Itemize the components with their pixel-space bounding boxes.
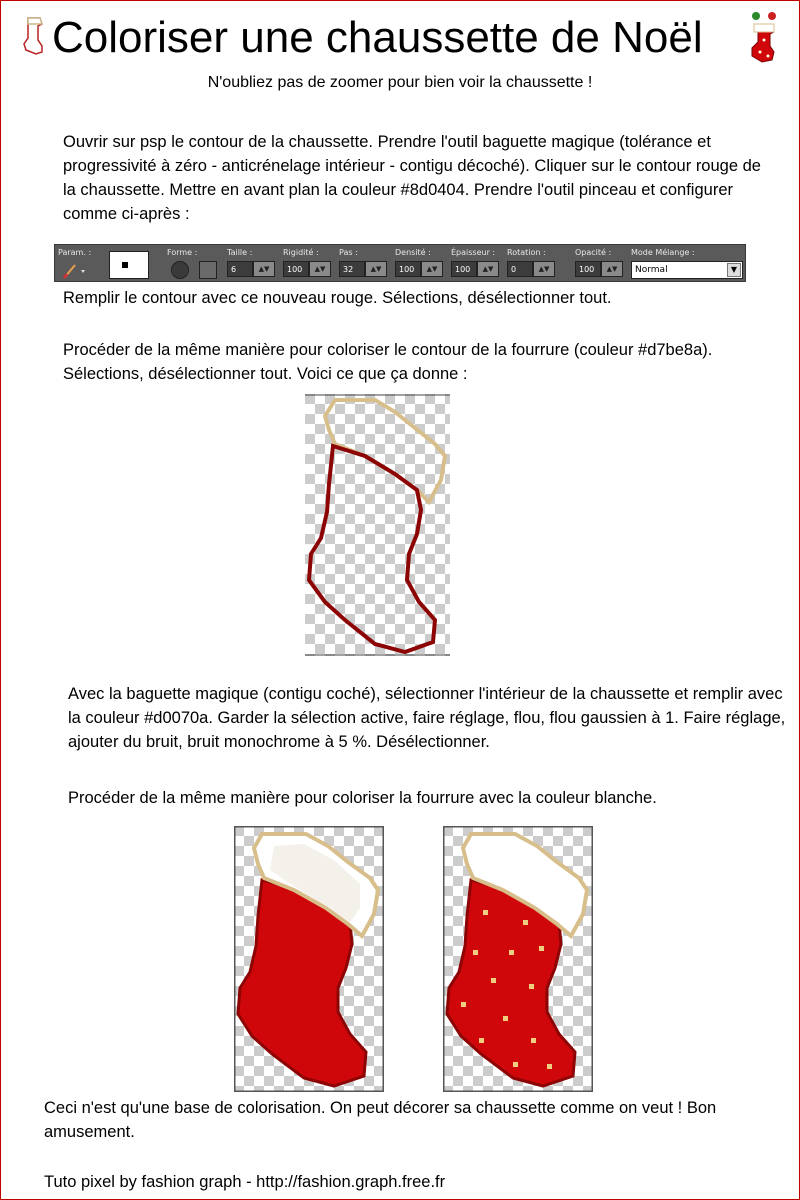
forme-label: Forme : bbox=[167, 248, 198, 257]
pas-label: Pas : bbox=[339, 248, 358, 257]
brush-toolbar bbox=[54, 244, 746, 282]
subtitle: N'oubliez pas de zoomer pour bien voir la chaussette ! bbox=[207, 74, 593, 91]
densite-input[interactable]: 100 bbox=[395, 261, 421, 277]
opacite-label: Opacité : bbox=[575, 248, 612, 257]
blend-mode-value: Normal bbox=[635, 265, 668, 275]
taille-spinner[interactable]: ▲▼ bbox=[253, 261, 275, 277]
pas-input[interactable]: 32 bbox=[339, 261, 365, 277]
page-title: Coloriser une chaussette de Noël bbox=[52, 13, 703, 62]
square-shape-button[interactable] bbox=[199, 261, 217, 279]
rotation-spinner[interactable]: ▲▼ bbox=[533, 261, 555, 277]
brush-icon bbox=[61, 261, 87, 279]
rigidite-input[interactable]: 100 bbox=[283, 261, 309, 277]
param-label: Param. : bbox=[58, 248, 92, 257]
rigidite-label: Rigidité : bbox=[283, 248, 319, 257]
mode-label: Mode Mélange : bbox=[631, 248, 695, 257]
instruction-paragraph-1: Ouvrir sur psp le contour de la chaussette. Prendre l'outil baguette magique (tolérance et progressivité à zéro - anticrénelage intérieur - contigu décoché). Cliquer sur le contour rouge de la chaussette. Mettre en avant plan la couleur #8d0404. Prendre l'outil pinceau et configurer comme ci-après : bbox=[63, 133, 761, 223]
round-shape-button[interactable] bbox=[171, 261, 189, 279]
stocking-decorated-figure bbox=[443, 826, 593, 1092]
rigidite-spinner[interactable]: ▲▼ bbox=[309, 261, 331, 277]
blend-mode-select[interactable] bbox=[631, 261, 743, 279]
instruction-paragraph-3: Procéder de la même manière pour coloriser le contour de la fourrure (couleur #d7be8a). Sélections, désélectionner tout. Voici ce que ça donne : bbox=[63, 341, 713, 383]
stocking-outline-icon bbox=[20, 14, 50, 58]
color-swatch-dropdown[interactable] bbox=[109, 251, 149, 279]
closing-paragraph: Ceci n'est qu'une base de colorisation. On peut décorer sa chaussette comme on veut ! Bon amusement. bbox=[44, 1099, 717, 1141]
stocking-outline-figure bbox=[305, 394, 450, 656]
stocking-filled-figure bbox=[234, 826, 384, 1092]
epaisseur-input[interactable]: 100 bbox=[451, 261, 477, 277]
instruction-paragraph-2: Remplir le contour avec ce nouveau rouge. Sélections, désélectionner tout. bbox=[63, 289, 612, 307]
densite-spinner[interactable]: ▲▼ bbox=[421, 261, 443, 277]
pas-spinner[interactable]: ▲▼ bbox=[365, 261, 387, 277]
rotation-input[interactable]: 0 bbox=[507, 261, 533, 277]
opacite-input[interactable]: 100 bbox=[575, 261, 601, 277]
stocking-decorated-icon bbox=[746, 10, 782, 64]
taille-label: Taille : bbox=[227, 248, 253, 257]
instruction-paragraph-5: Procéder de la même manière pour coloriser la fourrure avec la couleur blanche. bbox=[68, 789, 657, 807]
densite-label: Densité : bbox=[395, 248, 431, 257]
epaisseur-label: Épaisseur : bbox=[451, 248, 496, 257]
opacite-spinner[interactable]: ▲▼ bbox=[601, 261, 623, 277]
credits-line: Tuto pixel by fashion graph - http://fashion.graph.free.fr bbox=[44, 1173, 446, 1191]
rotation-label: Rotation : bbox=[507, 248, 546, 257]
instruction-paragraph-4: Avec la baguette magique (contigu coché), sélectionner l'intérieur de la chaussette et remplir avec la couleur #d0070a. Garder la sélection active, faire réglage, flou, flou gaussien à 1. Faire réglage, ajouter du bruit, bruit monochrome à 5 %. Désélectionner. bbox=[68, 685, 786, 751]
taille-input[interactable]: 6 bbox=[227, 261, 253, 277]
chevron-down-icon[interactable]: ▼ bbox=[727, 263, 741, 277]
epaisseur-spinner[interactable]: ▲▼ bbox=[477, 261, 499, 277]
